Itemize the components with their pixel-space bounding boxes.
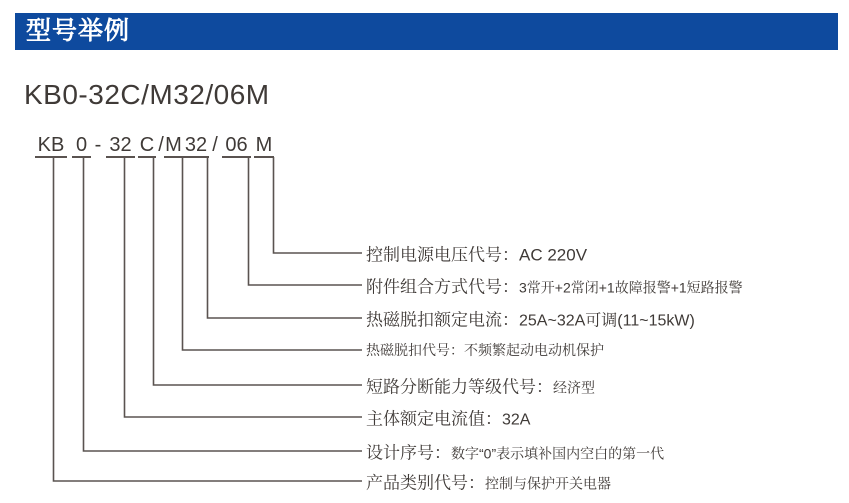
code-segment-breaking-class: C bbox=[139, 134, 155, 156]
code-segment-design-no: 0 bbox=[72, 134, 91, 158]
row-value: 经济型 bbox=[553, 379, 595, 396]
explanation-row-frame-current bbox=[366, 405, 530, 430]
row-label: 热磁脱扣代号： bbox=[366, 342, 464, 358]
connector-line-voltage bbox=[274, 157, 363, 253]
explanation-row-breaking-class bbox=[366, 373, 595, 398]
section-title: 型号举例 bbox=[26, 17, 131, 45]
code-segment-kb: KB bbox=[35, 134, 67, 158]
row-value: 32A bbox=[502, 411, 531, 429]
row-value: AC 220V bbox=[519, 245, 588, 265]
connector-line-trip-current bbox=[208, 157, 363, 318]
code-separator-slash-1: / bbox=[158, 134, 164, 156]
explanation-row-trip-current bbox=[366, 306, 695, 331]
explanation-row-trip-type bbox=[366, 340, 604, 360]
connector-line-frame-current bbox=[125, 157, 363, 417]
explanation-row-category bbox=[366, 469, 611, 494]
code-segment-frame-current: 32 bbox=[106, 134, 135, 158]
row-label: 短路分断能力等级代号： bbox=[366, 377, 553, 397]
row-value: 25A~32A可调(11~15kW) bbox=[519, 312, 695, 330]
code-segment-trip-type: M bbox=[165, 134, 182, 156]
row-label: 产品类别代号： bbox=[366, 473, 485, 493]
row-value: 不频繁起动电动机保护 bbox=[464, 342, 604, 358]
row-label: 控制电源电压代号： bbox=[366, 245, 519, 265]
code-separator-slash-2: / bbox=[212, 134, 218, 156]
row-label: 设计序号： bbox=[366, 443, 451, 463]
explanation-row-voltage bbox=[366, 241, 587, 266]
row-label: 附件组合方式代号： bbox=[366, 277, 519, 297]
model-code-heading: KB0-32C/M32/06M bbox=[24, 79, 270, 110]
row-value: 3常开+2常闭+1故障报警+1短路报警 bbox=[519, 279, 743, 296]
connector-line-accessory bbox=[249, 157, 363, 285]
code-separator-dash: - bbox=[94, 134, 102, 156]
code-segment-accessory: 06 bbox=[222, 134, 251, 158]
row-value: 控制与保护开关电器 bbox=[485, 475, 611, 492]
explanation-row-design-no bbox=[366, 439, 664, 464]
row-value: 数字“0”表示填补国内空白的第一代 bbox=[451, 445, 665, 462]
row-label: 热磁脱扣额定电流： bbox=[366, 310, 519, 330]
code-segment-trip-current: 32 bbox=[184, 134, 208, 156]
explanation-row-accessory bbox=[366, 273, 743, 298]
code-segment-voltage: M bbox=[255, 134, 273, 156]
row-label: 主体额定电流值： bbox=[366, 409, 502, 429]
